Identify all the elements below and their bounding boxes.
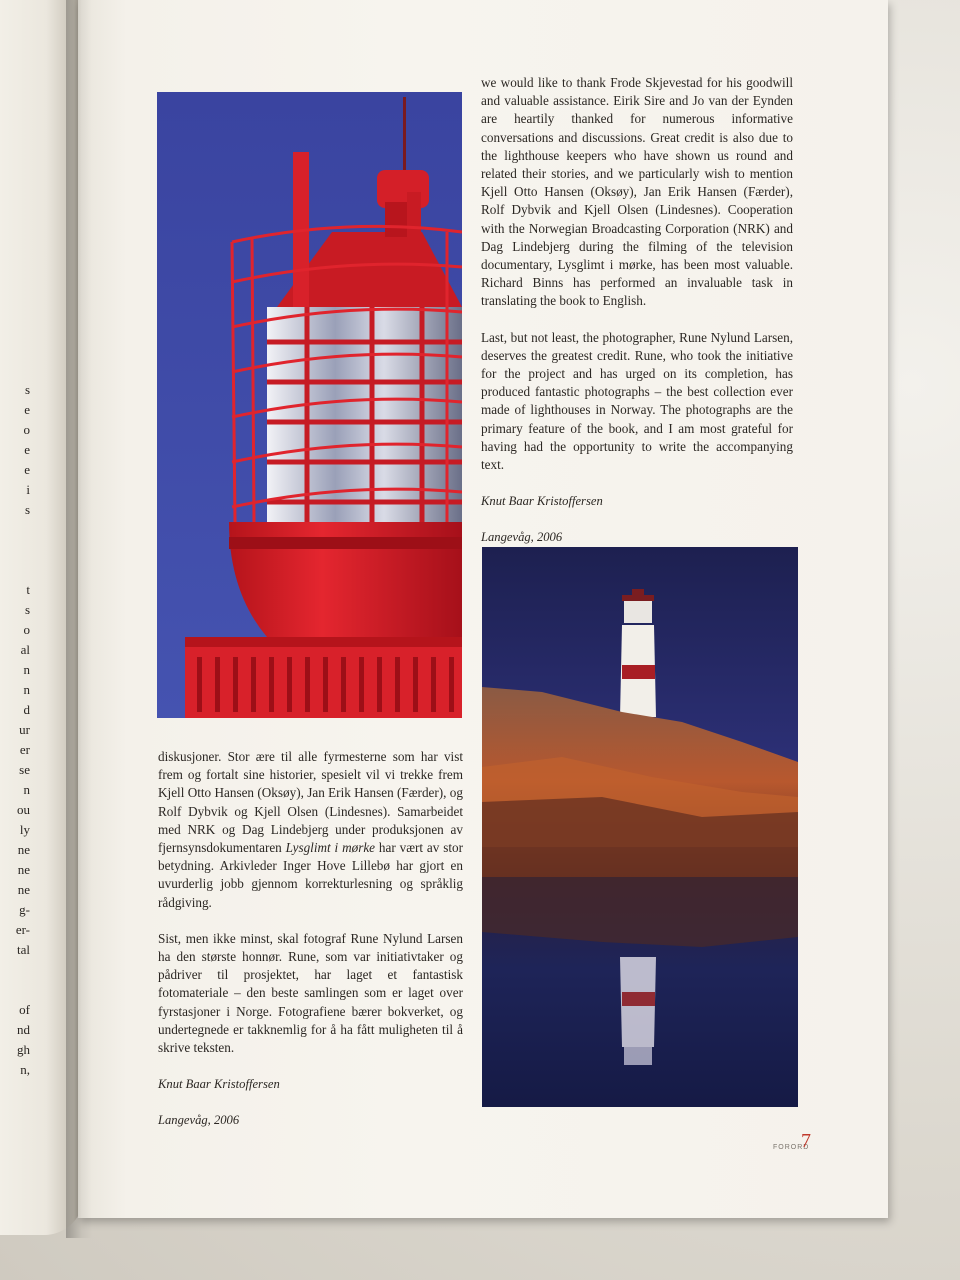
documentary-title-italic: Lysglimt i mørke [285, 840, 376, 856]
norwegian-paragraph-1-part-a: diskusjoner. Stor ære til alle fyrmesterne som har vist frem og fortalt sine historier, spesielt vil vi trekke frem Kjell Otto Hansen (Oksøy), Jan Erik Hansen (Færder), og Rolf Dybvik og Kjell Olsen (Lindesnes). Samarbeidet med NRK og Dag Lindebjerg under produksjonen av fjernsynsdokumentaren [158, 749, 463, 856]
facing-page-fragment: er [19, 742, 30, 757]
book-page [78, 0, 888, 1218]
facing-page-fragment: d [23, 702, 30, 717]
norwegian-signature-place: Langevåg, 2006 [158, 1113, 240, 1128]
facing-page-fragment: ur [19, 722, 30, 737]
facing-page-fragment: ly [19, 822, 30, 837]
norwegian-paragraph-1-part-b: har vært av stor betydning. Arkivleder Inger Hove Lillebø har gjort en uvurderlig jobb gjennom korrekturlesning og språklig rådgiving. [158, 840, 464, 910]
lighthouse-reflection-photo [482, 547, 798, 1107]
facing-page-fragment: ne [17, 882, 30, 897]
facing-page-fragment: er- [15, 922, 30, 937]
facing-page-fragment: s [24, 602, 30, 617]
page-number: 7 [801, 1130, 811, 1152]
norwegian-paragraph-1 [158, 748, 463, 912]
facing-page-fragment: n, [20, 1062, 30, 1077]
facing-page-fragment: s [24, 382, 30, 397]
facing-page-fragment: i [26, 482, 30, 497]
english-paragraph-1: we would like to thank Frode Skjevestad for his goodwill and valuable assistance. Eirik Sire and Jo van der Eynden are heartily thanked for numerous informative conversations and discussions. Great credit is also due to the lighthouse keepers who have shown us round and related their stories, and we particularly wish to mention Kjell Otto Hansen (Oksøy), Jan Erik Hansen (Færder), Rolf Dybvik and Kjell Olsen (Lindesnes). Cooperation with the Norwegian Broadcasting Corporation (NRK) and Dag Lindebjerg during the filming of the television documentary, Lysglimt i mørke, has been most valuable. Richard Binns has performed an invaluable task in translating the book to English. [481, 75, 793, 309]
english-signature-place: Langevåg, 2006 [481, 530, 563, 545]
facing-page-fragment: n [23, 782, 30, 797]
facing-page-fragment: gh [17, 1042, 30, 1057]
facing-page-fragment: tal [17, 942, 30, 957]
facing-page-fragment: al [20, 642, 30, 657]
facing-page-fragment: e [24, 462, 30, 477]
facing-page-fragment: s [24, 502, 30, 517]
facing-page-fragment: g- [19, 902, 30, 917]
facing-page-fragment: ne [17, 862, 30, 877]
norwegian-text-column [158, 748, 463, 1147]
red-lantern-photo [157, 92, 462, 718]
norwegian-signature-name: Knut Baar Kristoffersen [158, 1077, 280, 1092]
english-paragraph-2: Last, but not least, the photographer, Rune Nylund Larsen, deserves the greatest credit. Rune, who took the initiative for the project and has urged on its completion, has produced fantastic photographs – the best collection ever made of lighthouses in Norway. The photographs are the primary feature of the book, and I am most grateful for having had the opportunity to write the accompanying text. [481, 329, 793, 473]
facing-page-fragment: o [23, 622, 30, 637]
facing-page-fragment: se [19, 762, 30, 777]
facing-page-fragment: n [23, 662, 30, 677]
facing-page-fragment: ou [17, 802, 30, 817]
book-gutter-shadow [66, 0, 92, 1238]
english-signature-name: Knut Baar Kristoffersen [481, 494, 603, 509]
facing-page-fragment: e [24, 442, 30, 457]
facing-page-fragment: ne [17, 842, 30, 857]
facing-page-fragment: n [23, 682, 30, 697]
facing-page-fragment: e [24, 402, 30, 417]
section-label: FORORD [773, 1144, 810, 1151]
facing-page-fragment: t [26, 582, 30, 597]
norwegian-paragraph-2: Sist, men ikke minst, skal fotograf Rune Nylund Larsen ha den største honnør. Rune, som var initiativtaker og pådriver til prosjektet, har laget et fantastisk fotomateriale – den beste samlingen som er laget over fyrstasjoner i Norge. Fotografiene bærer bokverket, og undertegnede er takknemlig for å ha fått muligheten til å skrive teksten. [158, 930, 463, 1056]
facing-page-fragment: nd [17, 1022, 30, 1037]
english-text-column [481, 74, 793, 564]
facing-page-fragment: of [19, 1002, 30, 1017]
facing-page-fragment: o [23, 422, 30, 437]
